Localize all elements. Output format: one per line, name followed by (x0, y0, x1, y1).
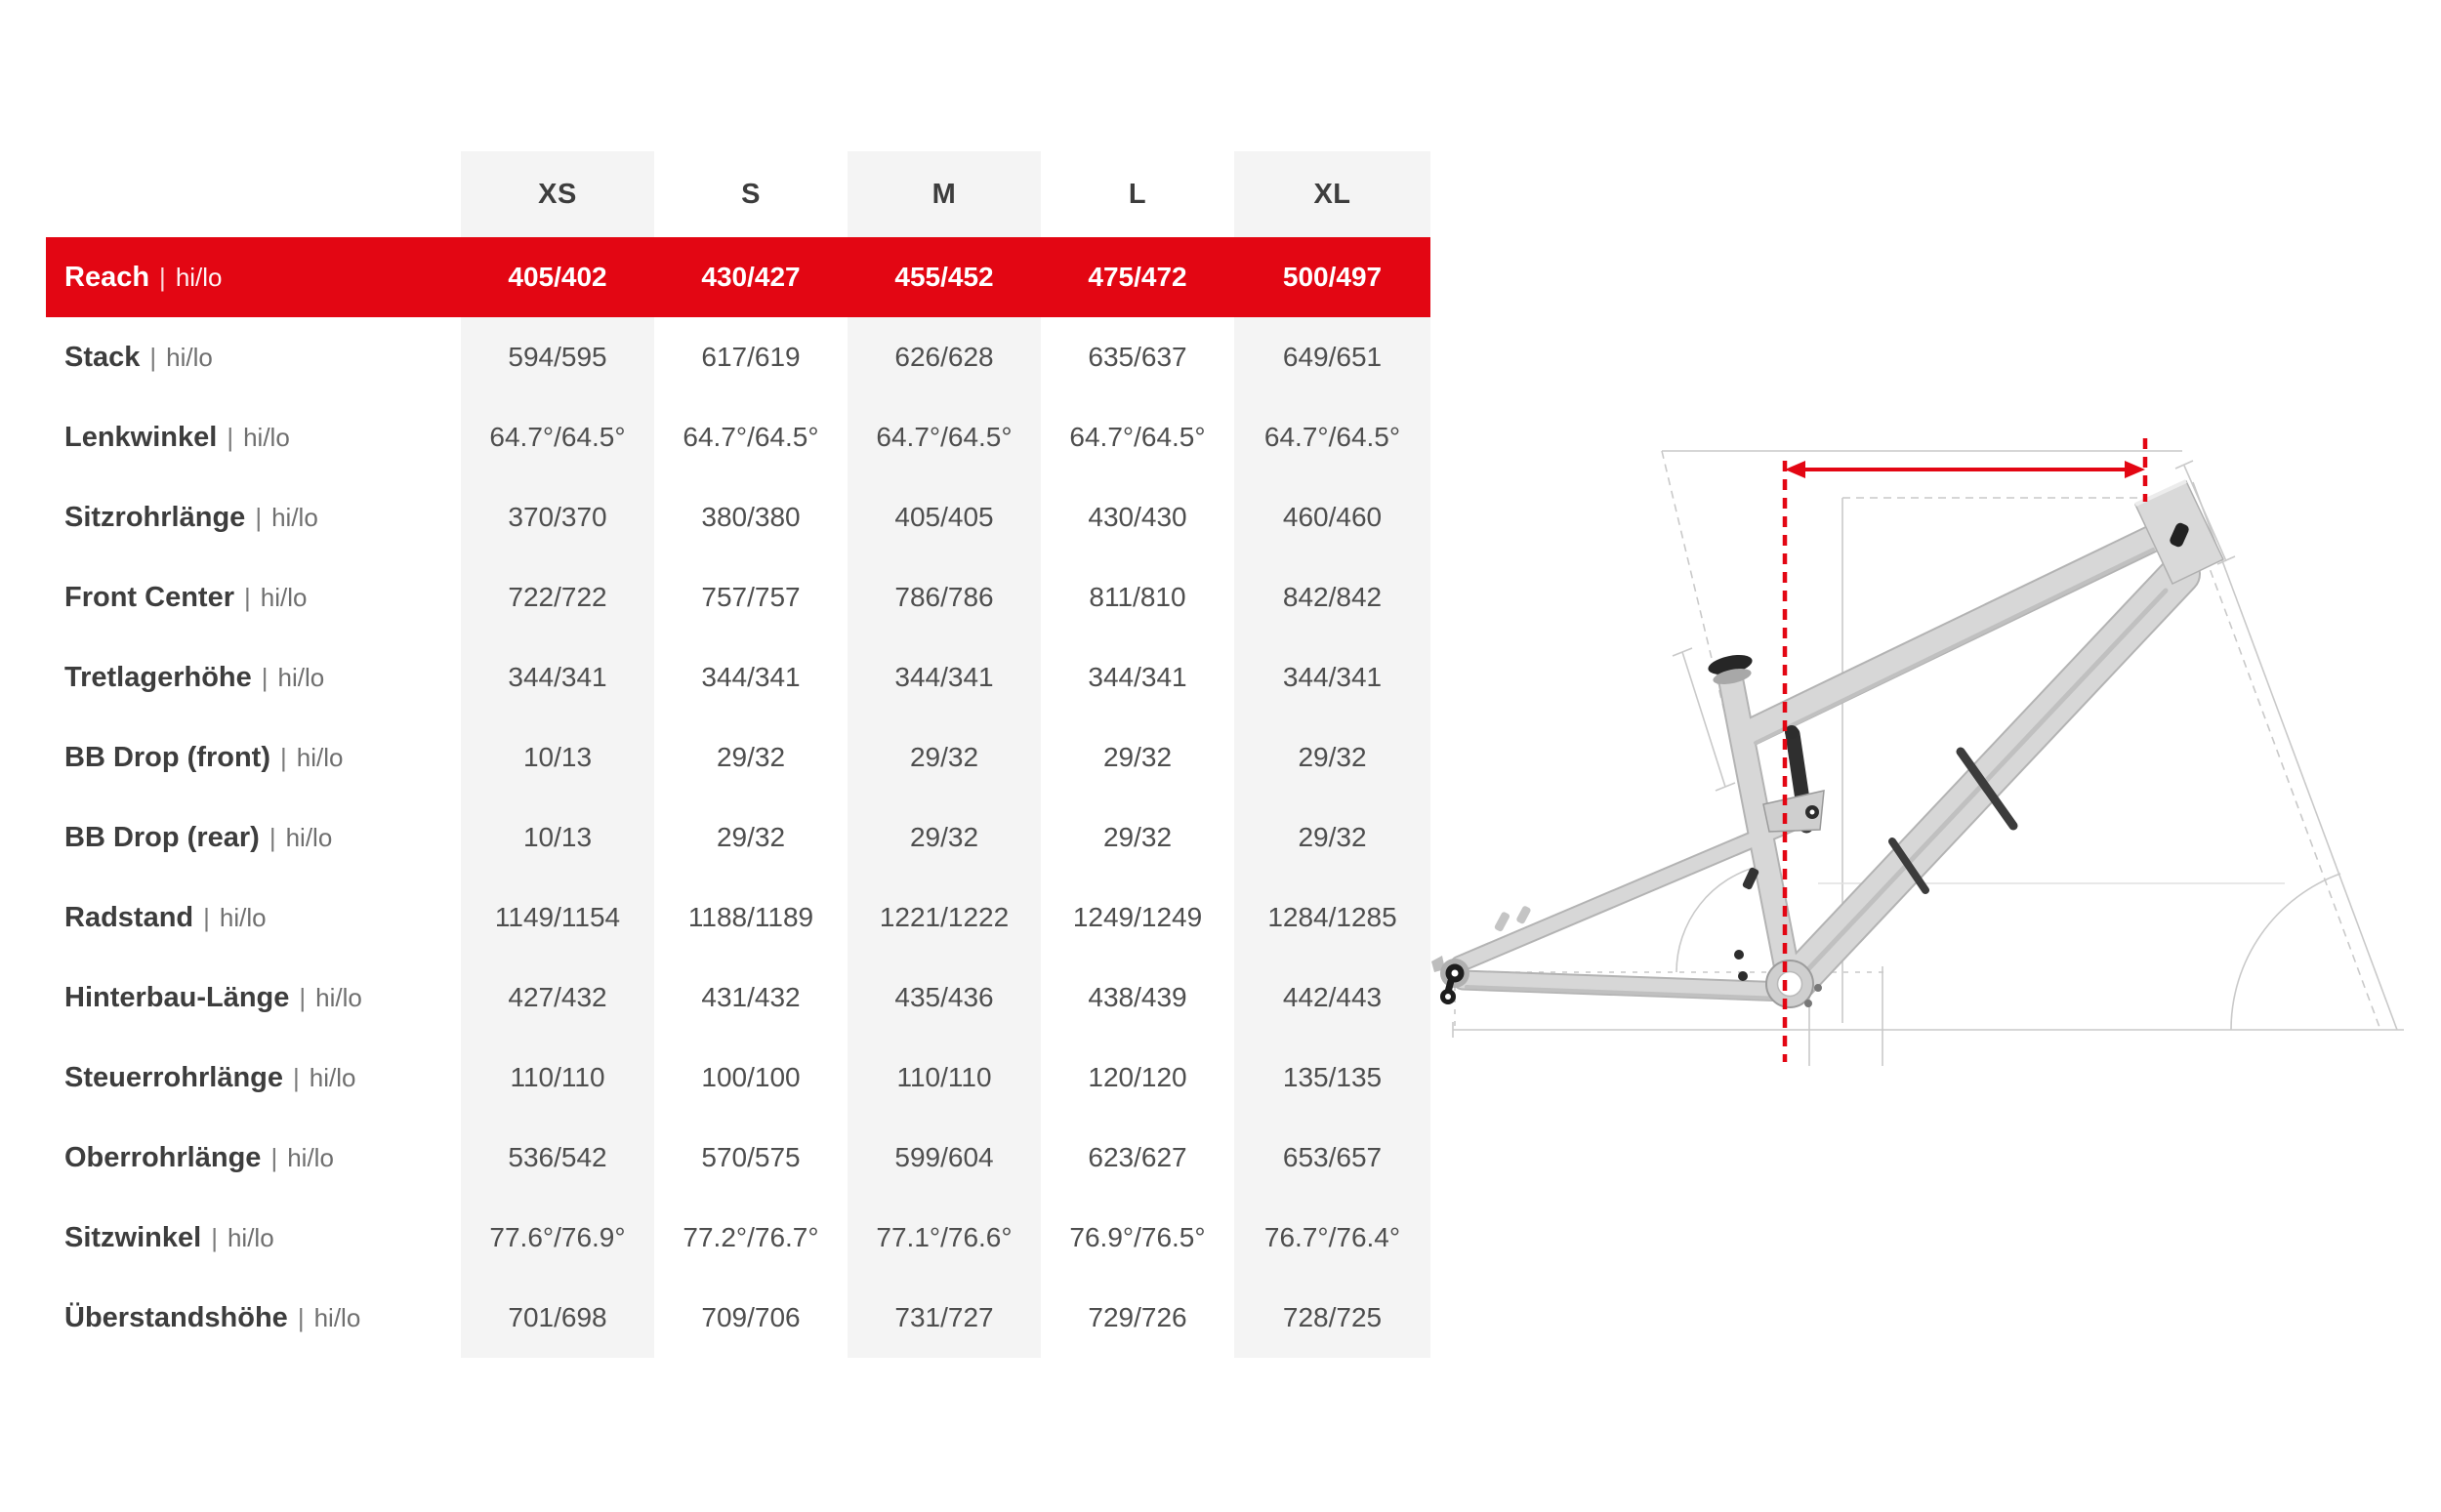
row-label: Hinterbau-Länge (64, 981, 290, 1013)
row-suffix: hi/lo (315, 982, 362, 1012)
hanger-arm (1448, 981, 1451, 992)
geo-value-cell: 344/341 (894, 662, 994, 692)
geo-value-cell: 536/542 (508, 1142, 607, 1172)
geo-value-cell: 1249/1249 (1072, 902, 1203, 932)
geo-value-cell: 728/725 (1282, 1302, 1383, 1332)
row-suffix: hi/lo (313, 1302, 361, 1332)
geo-value-cell: 344/341 (1282, 662, 1383, 692)
geo-value-cell: 64.7°/64.5° (683, 422, 819, 452)
steering-axis-dashed-line (2201, 545, 2380, 1030)
row-suffix: hi/lo (260, 582, 308, 612)
geo-value-cell: 731/727 (894, 1302, 994, 1332)
row-suffix: hi/lo (285, 822, 333, 852)
geo-value-cell: 405/402 (508, 262, 607, 292)
label-divider: | (211, 1222, 218, 1252)
row-suffix: hi/lo (219, 902, 267, 932)
row-label: Tretlagerhöhe (64, 661, 252, 693)
size-header: L (1128, 178, 1147, 210)
bb-bolt-a (1804, 1000, 1812, 1007)
geo-value-cell: 626/628 (894, 342, 994, 372)
row-suffix: hi/lo (243, 422, 290, 452)
geo-value-cell: 1221/1222 (879, 902, 1010, 932)
row-label-cell (46, 1198, 461, 1278)
lower-pivot-b (1738, 971, 1748, 981)
rocker-link (1763, 791, 1824, 832)
head-angle-line (2193, 482, 2397, 1030)
chainstay-edge (1463, 980, 1787, 992)
geo-value-cell: 29/32 (1102, 742, 1173, 772)
reach-arrowhead-right (2125, 461, 2145, 478)
row-label-cell (46, 1118, 461, 1198)
geo-value-cell: 64.7°/64.5° (876, 422, 1013, 452)
geo-value-cell: 76.7°/76.4° (1263, 1222, 1401, 1252)
geo-value-cell: 623/627 (1088, 1142, 1187, 1172)
geo-value-cell: 431/432 (701, 982, 801, 1012)
row-label: Überstandshöhe (64, 1301, 288, 1333)
label-divider: | (244, 582, 251, 612)
geo-value-cell: 10/13 (522, 742, 593, 772)
geo-value-cell: 722/722 (508, 582, 607, 612)
row-label-cell (46, 317, 461, 397)
geo-value-cell: 701/698 (508, 1302, 607, 1332)
label-divider: | (255, 502, 263, 532)
bb-bolt-b (1814, 984, 1822, 992)
down-tube-edge (1798, 574, 2180, 980)
geo-value-cell: 135/135 (1282, 1062, 1383, 1092)
row-label-cell (46, 477, 461, 557)
geo-value-cell: 64.7°/64.5° (1263, 422, 1401, 452)
row-label: Sitzwinkel (64, 1221, 202, 1253)
row-label-cell (46, 397, 461, 477)
geo-value-cell: 617/619 (701, 342, 801, 372)
geo-value-cell: 729/726 (1088, 1302, 1187, 1332)
shock-mount (1785, 725, 1799, 739)
seat-tube-dimension-ticks (1673, 648, 1735, 791)
geo-value-cell: 427/432 (508, 982, 607, 1012)
reach-arrowhead-left (1785, 461, 1805, 478)
geo-value-cell: 370/370 (508, 502, 607, 532)
row-label: Lenkwinkel (64, 421, 218, 453)
geo-value-cell: 29/32 (1298, 822, 1367, 852)
row-label: Stack (64, 341, 141, 373)
geo-value-cell: 29/32 (1102, 822, 1173, 852)
row-label: Front Center (64, 581, 234, 613)
geo-value-cell: 344/341 (701, 662, 801, 692)
cable-guide (1742, 867, 1759, 890)
geo-value-cell: 29/32 (909, 742, 979, 772)
seat-clamp-collar (1707, 651, 1755, 677)
chainstay (1463, 980, 1787, 992)
geo-value-cell: 77.6°/76.9° (489, 1222, 626, 1252)
geo-value-cell: 77.2°/76.7° (683, 1222, 819, 1252)
row-label-cell (46, 637, 461, 717)
top-tube-shadow (1756, 550, 2153, 743)
geo-value-cell: 435/436 (894, 982, 994, 1012)
ground-wheelbase-line (1453, 1022, 2404, 1038)
chainstay-shadow (1467, 987, 1783, 999)
label-divider: | (159, 262, 166, 292)
lower-pivot-a (1734, 950, 1744, 960)
frame-protector-lower (1892, 841, 1925, 890)
size-header: M (931, 178, 957, 210)
row-label: BB Drop (rear) (64, 821, 260, 853)
geo-value-cell: 344/341 (1088, 662, 1187, 692)
derailleur-hanger (1440, 989, 1456, 1004)
label-divider: | (227, 422, 234, 452)
geometry-table (46, 151, 1430, 1358)
row-suffix: hi/lo (271, 502, 318, 532)
geo-value-cell: 110/110 (896, 1062, 992, 1092)
seat-tube-edge (1729, 672, 1790, 984)
label-divider: | (297, 1302, 305, 1332)
row-suffix: hi/lo (227, 1222, 274, 1252)
row-label-cell (46, 557, 461, 637)
dropout-tab (1431, 956, 1445, 972)
row-suffix: hi/lo (277, 662, 325, 692)
seat-angle-dashed-line (1662, 451, 1790, 984)
geo-value-cell: 29/32 (716, 742, 786, 772)
geo-value-cell: 635/637 (1088, 342, 1187, 372)
row-suffix: hi/lo (166, 342, 213, 372)
geo-value-cell: 842/842 (1282, 582, 1383, 612)
row-label-cell (46, 1278, 461, 1358)
table-corner-cell (46, 151, 461, 237)
link-pivot (1805, 805, 1819, 819)
construction-lines (1453, 451, 2404, 1066)
link-pivot-bolt (1810, 810, 1815, 815)
reach-markers (1785, 438, 2145, 1062)
geo-value-cell: 455/452 (894, 262, 994, 292)
rear-shock (1793, 734, 1806, 826)
row-label-cell (46, 717, 461, 797)
row-label-cell (46, 237, 461, 317)
seat-tube-top (1712, 666, 1753, 687)
geo-value-cell: 500/497 (1282, 262, 1383, 292)
label-divider: | (261, 662, 269, 692)
bb-height-ticks (1809, 966, 1882, 1066)
brake-mount-tab-a (1494, 911, 1510, 932)
frame-protector-upper (1961, 752, 2013, 826)
geo-value-cell: 430/430 (1088, 502, 1187, 532)
label-divider: | (293, 1062, 300, 1092)
hanger-bore (1445, 994, 1451, 1000)
row-suffix: hi/lo (296, 742, 344, 772)
rear-axle-bore (1452, 970, 1459, 977)
seatstay-edge (1459, 816, 1808, 964)
bottom-bracket-shell (1766, 960, 1813, 1007)
geo-value-cell: 120/120 (1088, 1062, 1187, 1092)
row-suffix: hi/lo (309, 1062, 356, 1092)
size-header: S (741, 178, 761, 210)
geo-value-cell: 430/427 (701, 262, 801, 292)
geo-value-cell: 29/32 (716, 822, 786, 852)
row-label: Sitzrohrlänge (64, 501, 246, 533)
geo-value-cell: 1149/1154 (494, 902, 621, 932)
geo-value-cell: 344/341 (508, 662, 607, 692)
row-label-cell (46, 797, 461, 878)
label-divider: | (280, 742, 287, 772)
row-label-cell (46, 1038, 461, 1118)
geo-value-cell: 570/575 (701, 1142, 801, 1172)
geo-value-cell: 594/595 (508, 342, 607, 372)
geo-value-cell: 29/32 (909, 822, 979, 852)
geo-value-cell: 649/651 (1282, 342, 1383, 372)
bottom-bracket-bore (1778, 972, 1802, 997)
head-tube (2135, 481, 2223, 584)
geo-value-cell: 757/757 (701, 582, 801, 612)
geo-value-cell: 709/706 (701, 1302, 801, 1332)
row-label: Steuerrohrlänge (64, 1061, 283, 1093)
seat-angle-arc (1676, 866, 1760, 972)
geo-value-cell: 1188/1189 (687, 902, 814, 932)
row-suffix: hi/lo (287, 1142, 334, 1172)
head-tube-dimension-line (2175, 461, 2235, 564)
geo-value-cell: 460/460 (1282, 502, 1383, 532)
cable-port (2169, 521, 2191, 549)
geo-value-cell: 10/13 (522, 822, 593, 852)
seat-tube-dimension-line (1682, 652, 1725, 787)
geo-value-cell: 77.1°/76.6° (876, 1222, 1013, 1252)
down-tube (1798, 574, 2180, 980)
seat-tube (1729, 672, 1790, 984)
head-angle-arc (2231, 874, 2340, 1030)
geo-value-cell: 1284/1285 (1267, 902, 1397, 932)
top-tube-edge (1751, 535, 2160, 732)
size-header: XL (1313, 178, 1351, 210)
geo-value-cell: 64.7°/64.5° (1069, 422, 1206, 452)
geo-value-cell: 442/443 (1282, 982, 1383, 1012)
geo-value-cell: 64.7°/64.5° (489, 422, 626, 452)
geo-value-cell: 405/405 (894, 502, 994, 532)
geo-value-cell: 380/380 (701, 502, 801, 532)
row-label: Reach (64, 261, 150, 293)
label-divider: | (270, 1142, 278, 1172)
geo-value-cell: 599/604 (894, 1142, 994, 1172)
brake-mount-tab-b (1515, 905, 1531, 924)
top-tube (1751, 535, 2160, 732)
row-label: BB Drop (front) (64, 741, 271, 773)
seatstay (1459, 816, 1808, 964)
label-divider: | (269, 822, 276, 852)
geo-value-cell: 786/786 (894, 582, 994, 612)
geometry-grid (46, 151, 1430, 1358)
size-header: XS (538, 178, 577, 210)
row-label: Radstand (64, 901, 194, 933)
bike-frame (1431, 481, 2223, 1007)
label-divider: | (203, 902, 210, 932)
label-divider: | (299, 982, 307, 1012)
geo-value-cell: 475/472 (1088, 262, 1187, 292)
geo-value-cell: 811/810 (1089, 582, 1186, 612)
row-suffix: hi/lo (175, 262, 223, 292)
row-label-cell (46, 878, 461, 958)
head-tube-top-face (2135, 481, 2186, 505)
geo-value-cell: 100/100 (701, 1062, 801, 1092)
geo-value-cell: 29/32 (1298, 742, 1367, 772)
rear-dropout (1440, 959, 1469, 988)
geo-value-cell: 653/657 (1282, 1142, 1383, 1172)
down-tube-shadow (1806, 591, 2166, 971)
geo-value-cell: 438/439 (1088, 982, 1187, 1012)
row-label: Oberrohrlänge (64, 1141, 262, 1173)
row-label-cell (46, 958, 461, 1038)
geo-value-cell: 76.9°/76.5° (1069, 1222, 1206, 1252)
rear-axle (1446, 964, 1465, 983)
label-divider: | (149, 342, 157, 372)
geo-value-cell: 110/110 (510, 1062, 605, 1092)
